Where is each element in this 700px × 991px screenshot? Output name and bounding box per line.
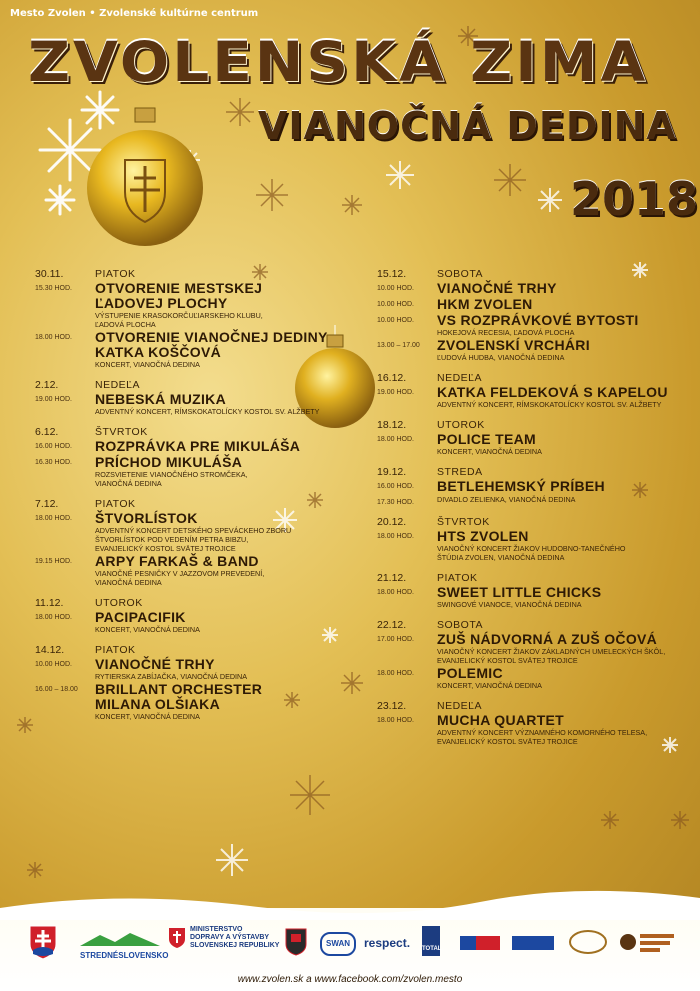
event-item: [35, 682, 365, 721]
program-day: [35, 498, 365, 587]
event-title: HTS ZVOLEN: [437, 528, 529, 544]
event-body: [437, 479, 700, 494]
event-body: [95, 439, 365, 454]
event-time: 10.00 HOD.: [377, 285, 414, 292]
event-body: [437, 338, 700, 362]
event-title: ZVOLENSKÍ VRCHÁRI: [437, 337, 590, 353]
event-description: KONCERT, VIANOČNÁ DEDINA: [95, 360, 200, 369]
organizers-line: Mesto Zvolen • Zvolenské kultúrne centrum: [10, 8, 259, 19]
day-date: 22.12.: [377, 619, 407, 631]
event-body: [95, 511, 365, 553]
program-day: [377, 466, 700, 506]
event-item: [377, 529, 700, 562]
event-time: 18.00 HOD.: [377, 589, 414, 596]
event-body: [437, 297, 700, 312]
event-item: [377, 495, 700, 506]
program-day: [377, 372, 700, 409]
event-title: BRILLANT ORCHESTER: [95, 681, 263, 697]
ornament-large: [80, 100, 210, 250]
day-header: [35, 426, 365, 438]
event-title: ĽADOVEJ PLOCHY: [95, 295, 228, 311]
event-title: ROZPRÁVKA PRE MIKULÁŠA: [95, 438, 301, 454]
event-item: [377, 281, 700, 296]
event-title: VIANOČNÉ TRHY: [437, 280, 557, 296]
event-body: [437, 385, 700, 409]
event-title: MILANA OLŠIAKA: [95, 696, 221, 712]
program-day: [35, 644, 365, 721]
respect-logo: respect.: [364, 936, 411, 950]
sponsor-logo-1: [460, 936, 500, 950]
sponsor-logo-4: [618, 928, 678, 956]
event-item: [377, 385, 700, 409]
event-description: ĽADOVÁ PLOCHA: [95, 320, 156, 329]
sponsor-logos: [20, 924, 685, 964]
stredne-slovensko-logo: [80, 932, 168, 960]
event-title: VIANOČNÉ TRHY: [95, 656, 215, 672]
day-header: [35, 379, 365, 391]
event-title: ARPY FARKAŠ & BAND: [95, 553, 259, 569]
day-name: SOBOTA: [437, 619, 483, 631]
event-title: OTVORENIE VIANOČNEJ DEDINY: [95, 329, 328, 345]
day-date: 11.12.: [35, 597, 64, 609]
event-time: 18.00 HOD.: [377, 533, 414, 540]
event-time: 16.00 HOD.: [35, 443, 72, 450]
event-description: ROZSVIETENIE VIANOČNÉHO STROMČEKA,: [95, 470, 248, 479]
event-item: [377, 713, 700, 746]
ministry-logo: [168, 926, 279, 950]
event-time: 15.30 HOD.: [35, 285, 72, 292]
day-date: 6.12.: [35, 426, 59, 438]
day-name: NEDEĽA: [95, 379, 141, 391]
event-title: ZUŠ NÁDVORNÁ A ZUŠ OČOVÁ: [437, 631, 658, 647]
event-item: [377, 297, 700, 312]
event-description: VÝSTUPENIE KRASOKORČUĽIARSKEHO KLUBU,: [95, 311, 263, 320]
event-body: [437, 666, 700, 690]
event-item: [35, 392, 365, 416]
event-time: 13.00 – 17.00: [377, 342, 420, 349]
event-title: OTVORENIE MESTSKEJ: [95, 280, 263, 296]
event-item: [35, 455, 365, 488]
program-day: [377, 419, 700, 456]
day-header: [35, 644, 365, 656]
day-date: 23.12.: [377, 700, 407, 712]
event-title: BETLEHEMSKÝ PRÍBEH: [437, 478, 605, 494]
event-title: KATKA FELDEKOVÁ S KAPELOU: [437, 384, 668, 400]
event-description: ĽUDOVÁ HUDBA, VIANOČNÁ DEDINA: [437, 353, 565, 362]
poster-subtitle: VIANOČNÁ DEDINA: [258, 104, 677, 148]
event-time: 17.00 HOD.: [377, 636, 414, 643]
event-time: 16.30 HOD.: [35, 459, 72, 466]
slovak-coat-of-arms-icon: [28, 924, 58, 960]
sponsor-logo-2: [512, 936, 554, 950]
day-name: STREDA: [437, 466, 483, 478]
event-body: [95, 455, 365, 488]
day-header: [35, 597, 365, 609]
shield-icon: [168, 927, 186, 949]
event-description: VIANOČNÝ KONCERT ŽIAKOV ZÁKLADNÝCH UMELECKÝCH ŠKÔL,: [437, 647, 666, 656]
day-date: 21.12.: [377, 572, 407, 584]
event-description: ŠTVORLÍSTOK POD VEDENÍM PETRA BIBZU,: [95, 535, 249, 544]
event-description: KONCERT, VIANOČNÁ DEDINA: [95, 625, 200, 634]
event-time: 19.15 HOD.: [35, 558, 72, 565]
program-day: [35, 597, 365, 634]
stredne-slovensko-text: STREDNÉSLOVENSKO: [80, 951, 169, 960]
event-description: RYTIERSKA ZABÍJAČKA, VIANOČNÁ DEDINA: [95, 672, 248, 681]
event-description: ADVENTNÝ KONCERT DETSKÉHO SPEVÁCKEHO ZBORU: [95, 526, 292, 535]
event-body: [95, 610, 365, 634]
event-time: 18.00 HOD.: [35, 334, 72, 341]
event-time: 19.00 HOD.: [35, 396, 72, 403]
event-item: [35, 554, 365, 587]
event-body: [437, 432, 700, 456]
event-item: [35, 330, 365, 369]
event-title: SWEET LITTLE CHICKS: [437, 584, 602, 600]
event-body: [95, 554, 365, 587]
snow-bank: [0, 880, 700, 920]
event-time: 18.00 HOD.: [377, 670, 414, 677]
event-description: KONCERT, VIANOČNÁ DEDINA: [95, 712, 200, 721]
day-date: 30.11.: [35, 268, 64, 280]
total-logo: TOTAL: [422, 926, 440, 956]
event-body: [95, 657, 365, 681]
day-date: 14.12.: [35, 644, 65, 656]
event-item: [35, 511, 365, 553]
program-column-right: [377, 268, 700, 756]
event-description: VIANOČNÁ DEDINA: [95, 479, 162, 488]
day-name: PIATOK: [95, 498, 136, 510]
day-date: 15.12.: [377, 268, 407, 280]
event-title: PACIPACIFIK: [95, 609, 186, 625]
day-header: [377, 572, 700, 584]
event-description: SWINGOVÉ VIANOCE, VIANOČNÁ DEDINA: [437, 600, 582, 609]
day-date: 19.12.: [377, 466, 407, 478]
footer-url: www.zvolen.sk a www.facebook.com/zvolen.mesto: [237, 974, 463, 985]
event-item: [377, 313, 700, 337]
event-description: ADVENTNÝ KONCERT, RÍMSKOKATOLÍCKY KOSTOL SV. ALŽBETY: [437, 400, 662, 409]
event-item: [35, 657, 365, 681]
event-time: 18.00 HOD.: [35, 614, 72, 621]
day-name: UTOROK: [437, 419, 485, 431]
day-date: 18.12.: [377, 419, 407, 431]
day-header: [377, 419, 700, 431]
program-day: [35, 268, 365, 369]
day-name: NEDEĽA: [437, 372, 483, 384]
event-body: [437, 713, 700, 746]
day-name: ŠTVRTOK: [437, 516, 490, 528]
day-header: [377, 700, 700, 712]
event-title: VS ROZPRÁVKOVÉ BYTOSTI: [437, 312, 639, 328]
day-date: 2.12.: [35, 379, 59, 391]
day-date: 7.12.: [35, 498, 59, 510]
day-name: PIATOK: [437, 572, 478, 584]
day-header: [35, 498, 365, 510]
event-item: [377, 666, 700, 690]
event-time: 16.00 HOD.: [377, 483, 414, 490]
event-time: 18.00 HOD.: [377, 717, 414, 724]
event-time: 10.00 HOD.: [35, 661, 72, 668]
event-item: [35, 439, 365, 454]
program-day: [35, 426, 365, 488]
event-body: [437, 281, 700, 296]
event-item: [35, 610, 365, 634]
ministry-line-3: SLOVENSKEJ REPUBLIKY: [190, 942, 280, 949]
event-title: HKM ZVOLEN: [437, 296, 533, 312]
day-header: [35, 268, 365, 280]
program-day: [377, 619, 700, 690]
event-body: [437, 632, 700, 665]
event-description: ŠTÚDIA ZVOLEN, VIANOČNÁ DEDINA: [437, 553, 565, 562]
event-description: EVANJELICKÝ KOSTOL SVÄTEJ TROJICE: [95, 544, 236, 553]
poster-title: ZVOLENSKÁ ZIMA: [28, 29, 649, 95]
program-day: [35, 379, 365, 416]
program-day: [377, 700, 700, 746]
event-time: 17.30 HOD.: [377, 499, 414, 506]
poster-year: 2018: [570, 172, 699, 226]
event-description: KONCERT, VIANOČNÁ DEDINA: [437, 681, 542, 690]
event-body: [95, 330, 365, 369]
event-description: ADVENTNÝ KONCERT, RÍMSKOKATOLÍCKY KOSTOL SV. ALŽBETY: [95, 407, 320, 416]
sponsor-logo-3: [568, 928, 608, 956]
event-description: VIANOČNÉ PESNIČKY V JAZZOVOM PREVEDENÍ,: [95, 569, 265, 578]
event-title: POLICE TEAM: [437, 431, 536, 447]
day-name: PIATOK: [95, 644, 136, 656]
event-time: 19.00 HOD.: [377, 389, 414, 396]
day-header: [377, 466, 700, 478]
event-title: POLEMIC: [437, 665, 503, 681]
event-time: 16.00 – 18.00: [35, 686, 78, 693]
zvolen-crest-icon: [285, 928, 307, 956]
event-description: EVANJELICKÝ KOSTOL SVÄTEJ TROJICE: [437, 656, 578, 665]
event-body: [95, 281, 365, 329]
event-title: NEBESKÁ MUZIKA: [95, 391, 226, 407]
event-item: [377, 338, 700, 362]
event-body: [437, 529, 700, 562]
event-body: [95, 682, 365, 721]
event-time: 10.00 HOD.: [377, 301, 414, 308]
event-body: [437, 585, 700, 609]
event-item: [377, 632, 700, 665]
program-day: [377, 516, 700, 562]
event-title: KATKA KOŠČOVÁ: [95, 344, 222, 360]
event-item: [377, 432, 700, 456]
day-name: PIATOK: [95, 268, 136, 280]
event-title: MUCHA QUARTET: [437, 712, 565, 728]
event-description: VIANOČNÝ KONCERT ŽIAKOV HUDOBNO-TANEČNÉHO: [437, 544, 626, 553]
ministry-line-2: DOPRAVY A VÝSTAVBY: [190, 934, 270, 941]
event-body: [95, 392, 365, 416]
event-body: [437, 495, 700, 506]
event-time: 18.00 HOD.: [377, 436, 414, 443]
event-item: [35, 281, 365, 329]
event-description: HOKEJOVÁ RECESIA, ĽADOVÁ PLOCHA: [437, 328, 575, 337]
event-description: KONCERT, VIANOČNÁ DEDINA: [437, 447, 542, 456]
day-name: SOBOTA: [437, 268, 483, 280]
day-date: 16.12.: [377, 372, 407, 384]
swan-logo: SWAN: [320, 932, 356, 956]
ministry-line-1: MINISTERSTVO: [190, 926, 243, 933]
event-time: 10.00 HOD.: [377, 317, 414, 324]
mountains-icon: [80, 932, 160, 946]
day-header: [377, 619, 700, 631]
day-name: NEDEĽA: [437, 700, 483, 712]
event-body: [437, 313, 700, 337]
event-item: [377, 585, 700, 609]
day-date: 20.12.: [377, 516, 407, 528]
day-name: ŠTVRTOK: [95, 426, 148, 438]
event-description: EVANJELICKÝ KOSTOL SVÄTEJ TROJICE: [437, 737, 578, 746]
event-description: ADVENTNÝ KONCERT VÝZNAMNÉHO KOMORNÉHO TELESA,: [437, 728, 648, 737]
day-header: [377, 268, 700, 280]
program-day: [377, 268, 700, 362]
event-title: ŠTVORLÍSTOK: [95, 510, 198, 526]
day-header: [377, 516, 700, 528]
program-column-left: [35, 268, 365, 731]
program-day: [377, 572, 700, 609]
event-time: 18.00 HOD.: [35, 515, 72, 522]
event-item: [377, 479, 700, 494]
event-description: VIANOČNÁ DEDINA: [95, 578, 162, 587]
day-header: [377, 372, 700, 384]
day-name: UTOROK: [95, 597, 143, 609]
event-description: DIVADLO ZELIENKA, VIANOČNÁ DEDINA: [437, 495, 576, 504]
event-title: PRÍCHOD MIKULÁŠA: [95, 454, 243, 470]
